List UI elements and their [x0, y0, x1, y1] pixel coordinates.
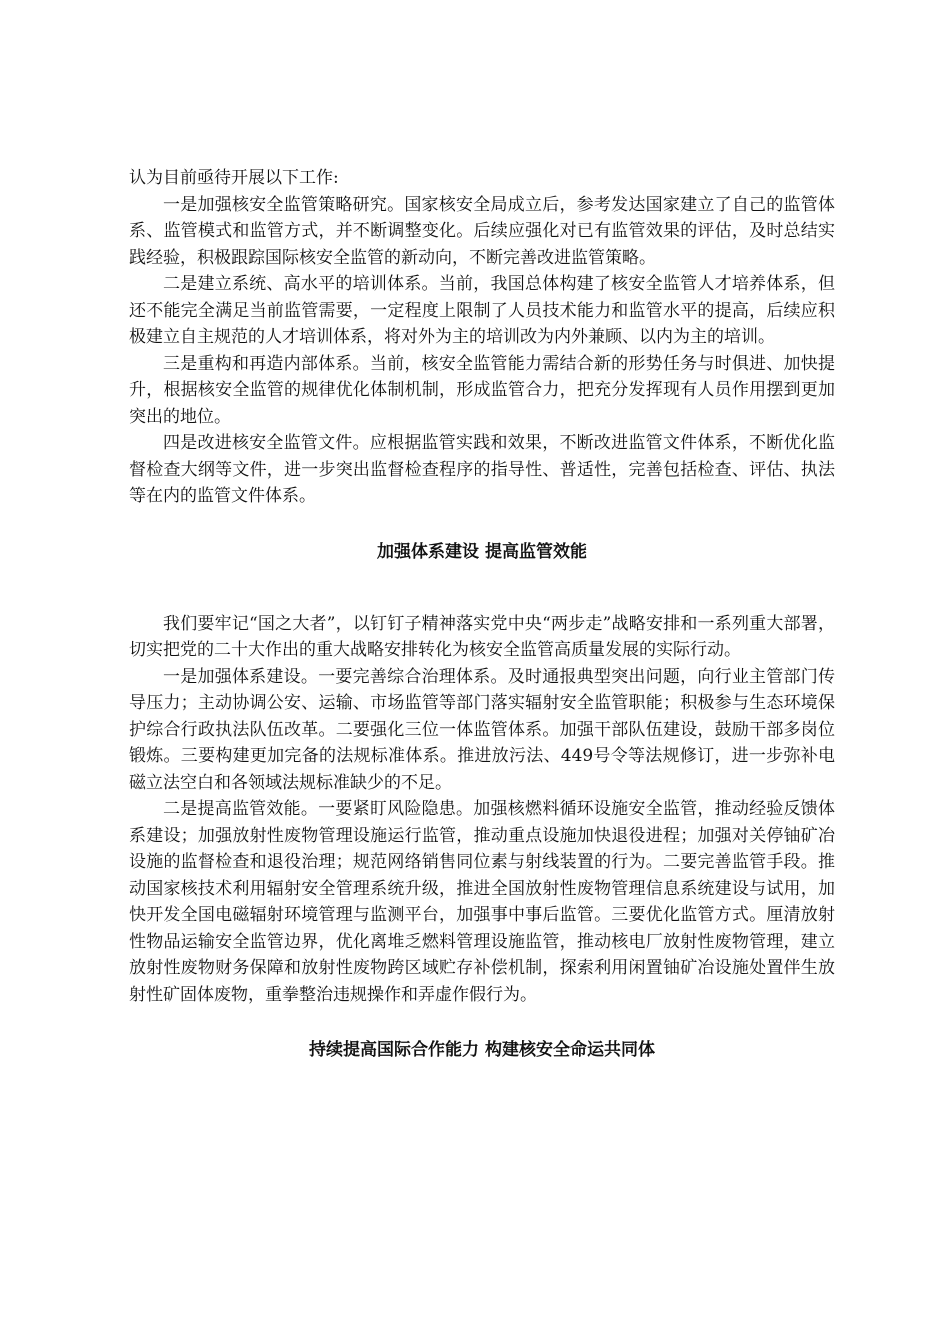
paragraph-training-system: 二是建立系统、高水平的培训体系。当前，我国总体构建了核安全监管人才培养体系，但还不能完全满足当前监管需要，一定程度上限制了人员技术能力和监管水平的提高，后续应积极建立自主规范的人才培训体系，将对外为主的培训改为内外兼顾、以内为主的培训。 [129, 274, 835, 347]
paragraph-strategy-research: 一是加强核安全监管策略研究。国家核安全局成立后，参考发达国家建立了自己的监管体系、监管模式和监管方式，并不断调整变化。后续应强化对已有监管效果的评估，及时总结实践经验，积极跟踪国际核安全监管的新动向，不断完善改进监管策略。 [129, 194, 835, 268]
document-body [129, 165, 835, 1063]
section-heading-international-cooperation: 持续提高国际合作能力 构建核安全命运共同体 [309, 1040, 655, 1060]
section-heading-system-building: 加强体系建设 提高监管效能 [377, 541, 587, 562]
paragraph-continuation: 认为目前亟待开展以下工作: [129, 168, 339, 188]
paragraph-internal-system: 三是重构和再造内部体系。当前，核安全监管能力需结合新的形势任务与时俱进、加快提升，根据核安全监管的规律优化体制机制，形成监管合力，把充分发挥现有人员作用摆到更加突出的地位。 [129, 353, 835, 427]
paragraph-strengthen-system: 一是加强体系建设。一要完善综合治理体系。及时通报典型突出问题，向行业主管部门传导压力；主动协调公安、运输、市场监管等部门落实辐射安全监管职能；积极参与生态环境保护综合行政执法队伍改革。二要强化三位一体监管体系。加强干部队伍建设，鼓励干部多岗位锻炼。三要构建更加完备的法规标准体系。推进放污法、449号令等法规修订，进一步弥补电磁立法空白和各领域法规标准缺少的不足。 [129, 666, 835, 793]
paragraph-regulatory-documents: 四是改进核安全监管文件。应根据监管实践和效果，不断改进监管文件体系，不断优化监督检查大纲等文件，进一步突出监督检查程序的指导性、普适性，完善包括检查、评估、执法等在内的监管文件体系。 [129, 433, 835, 506]
paragraph-improve-efficiency: 二是提高监管效能。一要紧盯风险隐患。加强核燃料循环设施安全监管，推动经验反馈体系建设；加强放射性废物管理设施运行监管，推动重点设施加快退役进程；加强对关停铀矿冶设施的监督检查和退役治理；规范网络销售同位素与射线装置的行为。二要完善监管手段。推动国家核技术利用辐射安全管理系统升级，推进全国放射性废物管理信息系统建设与试用，加快开发全国电磁辐射环境管理与监测平台，加强事中事后监管。三要优化监管方式。厘清放射性物品运输安全监管边界，优化离堆乏燃料管理设施监管，推动核电厂放射性废物管理，建立放射性废物财务保障和放射性废物跨区域贮存补偿机制，探索利用闲置铀矿冶设施处置伴生放射性矿固体废物，重拳整治违规操作和弄虚作假行为。 [129, 799, 835, 1005]
paragraph-intro: 我们要牢记“国之大者”，以钉钉子精神落实党中央“两步走”战略安排和一系列重大部署，切实把党的二十大作出的重大战略安排转化为核安全监管高质量发展的实际行动。 [129, 613, 835, 660]
